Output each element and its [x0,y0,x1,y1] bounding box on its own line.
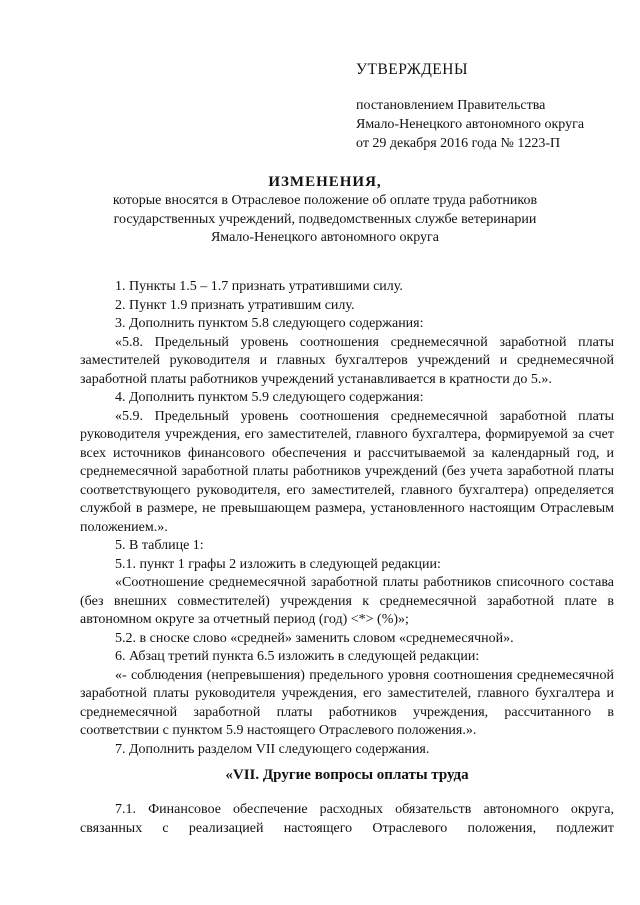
item-7: 7. Дополнить разделом VII следующего содержания. [115,741,430,757]
item-5-1-quote: «Соотношение среднемесячной заработной платы работников списочного состава (без внешних совместителей) учреждения к среднемесячной заработной плате в автономном округе за отчетный период (год) <*> (%)»; [80,575,614,627]
section-heading: «VII. Другие вопросы оплаты труда [225,767,469,783]
document-subtitle-3: Ямало-Ненецкого автономного округа [210,230,440,245]
item-6-quote: «- соблюдения (непревышения) предельного уровня соотношения среднемесячной заработной платы руководителя учреждения, его заместителей, главного бухгалтера и среднемесячной заработной платы работников учреждения, рассчитанного в соответствии с пунктом 5.9 настоящего Отраслевого положения.». [80,667,614,738]
item-1: 1. Пункты 1.5 – 1.7 признать утратившими силу. [115,279,403,294]
item-5-2: 5.2. в сноске слово «средней» заменить словом «среднемесячной». [115,630,514,646]
item-3-quote: «5.8. Предельный уровень соотношения среднемесячной заработной платы заместителей руководителя и главных бухгалтеров учреждений и среднемесячной заработной платы работников учреждений устанавливается в кратности до 5.». [80,334,614,387]
item-2: 2. Пункт 1.9 признать утратившим силу. [115,297,355,313]
item-4-quote: «5.9. Предельный уровень соотношения среднемесячной заработной платы руководителя учреждения, его заместителей, главного бухгалтера, формируемой за счет всех источников финансового обеспечения и рассчитываемой за календарный год, и среднемесячной заработной платы работников учреждений (без учета заработной платы соответствующего руководителя, его заместителей, главного бухгалтера) определяется службой в размере, не превышающем размера, установленного настоящим Отраслевым положением.». [80,408,614,535]
document-body [80,278,614,759]
item-5-1: 5.1. пункт 1 графы 2 изложить в следующей редакции: [115,556,441,572]
approval-line-2: Ямало-Ненецкого автономного округа [356,117,585,132]
section-body [80,801,614,838]
approval-line-3: от 29 декабря 2016 года № 1223-П [356,136,561,151]
approval-heading: УТВЕРЖДЕНЫ [356,61,468,78]
item-5: 5. В таблице 1: [115,538,204,553]
item-4: 4. Дополнить пунктом 5.9 следующего содержания: [115,390,424,405]
item-7-1: 7.1. Финансовое обеспечение расходных обязательств автономного округа, связанных с реализацией настоящего Отраслевого положения, подлежит [80,802,614,836]
item-6: 6. Абзац третий пункта 6.5 изложить в следующей редакции: [115,649,480,664]
approval-line-1: постановлением Правительства [356,98,546,113]
document-subtitle-1: которые вносятся в Отраслевое положение об оплате труда работников [112,193,538,208]
item-3: 3. Дополнить пунктом 5.8 следующего содержания: [115,316,424,331]
document-title-block [80,172,570,248]
document-title: ИЗМЕНЕНИЯ, [268,174,382,190]
approval-block [356,60,626,153]
document-subtitle-2: государственных учреждений, подведомственных службе ветеринарии [113,211,537,227]
